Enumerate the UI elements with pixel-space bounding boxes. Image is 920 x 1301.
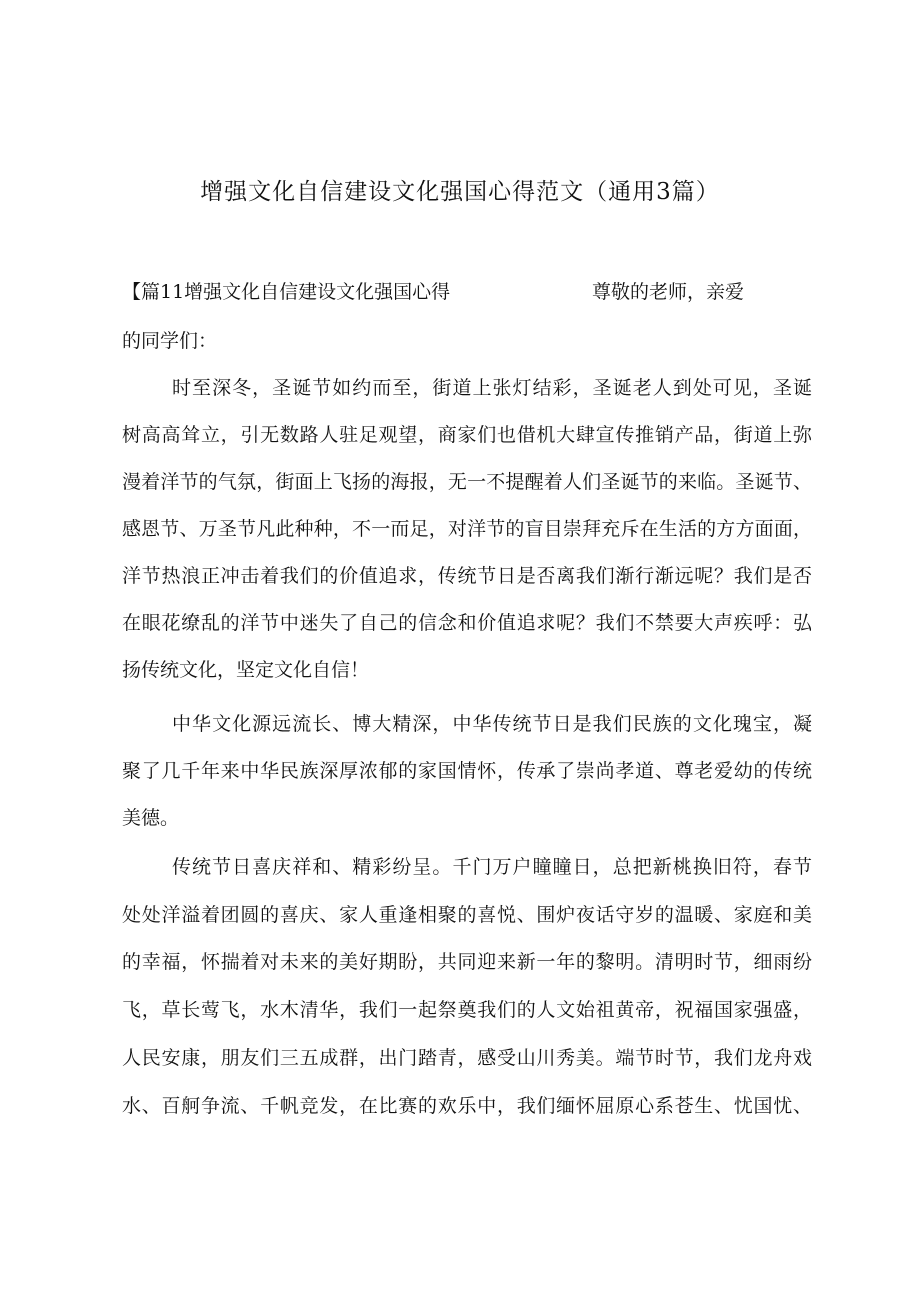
paragraph-line: 传统节日喜庆祥和、精彩纷呈。千门万户瞳瞳日，总把新桃换旧符，春节 bbox=[172, 856, 812, 878]
paragraph-line: 感恩节、万圣节凡此种种，不一而足，对洋节的盲目崇拜充斥在生活的方方面面， bbox=[122, 518, 812, 540]
paragraph-line: 漫着洋节的气氛，街面上飞扬的海报，无一不提醒着人们圣诞节的来临。圣诞节、 bbox=[122, 471, 812, 493]
paragraph-line: 美德。 bbox=[122, 807, 180, 829]
paragraph-line: 人民安康，朋友们三五成群，出门踏青，感受山川秀美。端节时节，我们龙舟戏 bbox=[122, 1047, 812, 1069]
paragraph-line: 中华文化源远流长、博大精深，中华传统节日是我们民族的文化瑰宝，凝 bbox=[172, 713, 812, 735]
section-heading: 【篇11增强文化自信建设文化强国心得 bbox=[122, 281, 451, 303]
greeting-end: 的同学们： bbox=[122, 330, 218, 352]
document-title: 增强文化自信建设文化强国心得范文（通用3篇） bbox=[200, 179, 720, 205]
greeting-start: 尊敬的老师，亲爱 bbox=[592, 281, 745, 303]
paragraph-line: 洋节热浪正冲击着我们的价值追求，传统节日是否离我们渐行渐远呢？我们是否 bbox=[122, 565, 812, 587]
section-heading-row bbox=[122, 272, 802, 312]
paragraph-line: 飞，草长莺飞，水木清华，我们一起祭奠我们的人文始祖黄帝，祝福国家强盛， bbox=[122, 999, 812, 1021]
paragraph-line: 聚了几千年来中华民族深厚浓郁的家国情怀，传承了崇尚孝道、尊老爱幼的传统 bbox=[122, 760, 812, 782]
paragraph-line: 的幸福，怀揣着对未来的美好期盼，共同迎来新一年的黎明。清明时节，细雨纷 bbox=[122, 951, 812, 973]
paragraph-line: 处处洋溢着团圆的喜庆、家人重逢相聚的喜悦、围炉夜话守岁的温暖、家庭和美 bbox=[122, 904, 812, 926]
paragraph-line: 扬传统文化，坚定文化自信！ bbox=[122, 659, 370, 681]
paragraph-line: 树高高耸立，引无数路人驻足观望，商家们也借机大肆宣传推销产品，街道上弥 bbox=[122, 424, 812, 446]
paragraph-line: 时至深冬，圣诞节如约而至，街道上张灯结彩，圣诞老人到处可见，圣诞 bbox=[172, 377, 812, 399]
paragraph-line: 水、百舸争流、千帆竞发，在比赛的欢乐中，我们缅怀屈原心系苍生、忧国忧、 bbox=[122, 1095, 812, 1117]
paragraph-line: 在眼花缭乱的洋节中迷失了自己的信念和价值追求呢？我们不禁要大声疾呼：弘 bbox=[122, 612, 812, 634]
